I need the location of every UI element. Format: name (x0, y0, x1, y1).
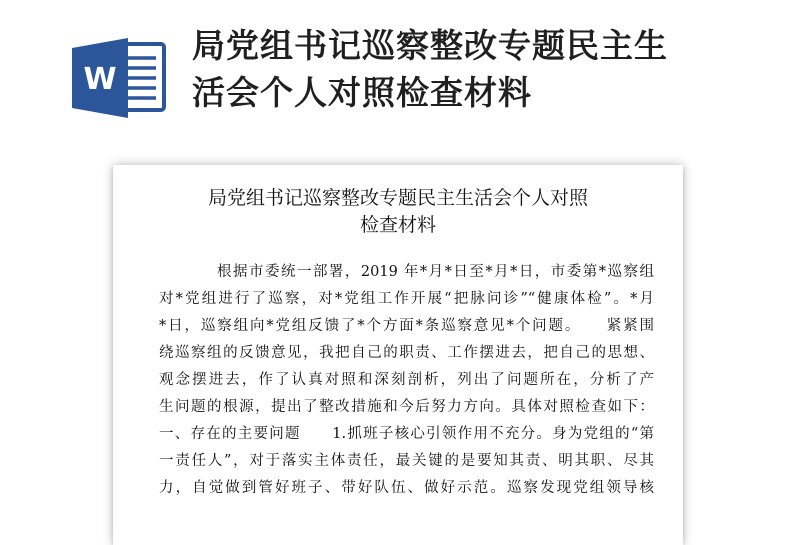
document-title-line-1: 局党组书记巡察整改专题民主生活会个人对照 (207, 187, 588, 209)
body-line: *日，巡察组向*党组反馈了*个方面*条巡察意见*个问题。 紧紧围 (159, 318, 654, 334)
body-line: 生问题的根源，提出了整改措施和今后努力方向。具体对照检查如下： (159, 399, 654, 415)
header-title-line-1: 局党组书记巡察整改专题民主生 (192, 26, 668, 65)
document-title (143, 185, 653, 239)
body-line: 观念摆进去，作了认真对照和深刻剖析，列出了问题所在，分析了产 (159, 372, 654, 388)
body-line: 根据市委统一部署，2019 年*月*日至*月*日，市委第*巡察组 (217, 264, 654, 280)
body-line: 对*党组进行了巡察，对*党组工作开展“把脉问诊”“健康体检”。*月 (159, 291, 654, 307)
document-title-line-2: 检查材料 (359, 214, 436, 236)
word-icon-letter: W (83, 62, 117, 97)
header-title-line-2: 活会个人对照检查材料 (192, 73, 532, 112)
document-page (113, 165, 683, 545)
body-line: 一责任人”，对于落实主体责任，最关键的是要知其责、明其职、尽其 (159, 453, 654, 469)
body-line: 力，自觉做到管好班子、带好队伍、做好示范。巡察发现党组领导核 (159, 480, 654, 496)
body-line: 绕巡察组的反馈意见，我把自己的职责、工作摆进去，把自己的思想、 (159, 345, 654, 361)
word-document-icon (72, 38, 170, 118)
document-body (159, 259, 654, 502)
header-title (192, 22, 772, 116)
body-line: 一、存在的主要问题 1.抓班子核心引领作用不充分。身为党组的“第 (159, 426, 654, 442)
